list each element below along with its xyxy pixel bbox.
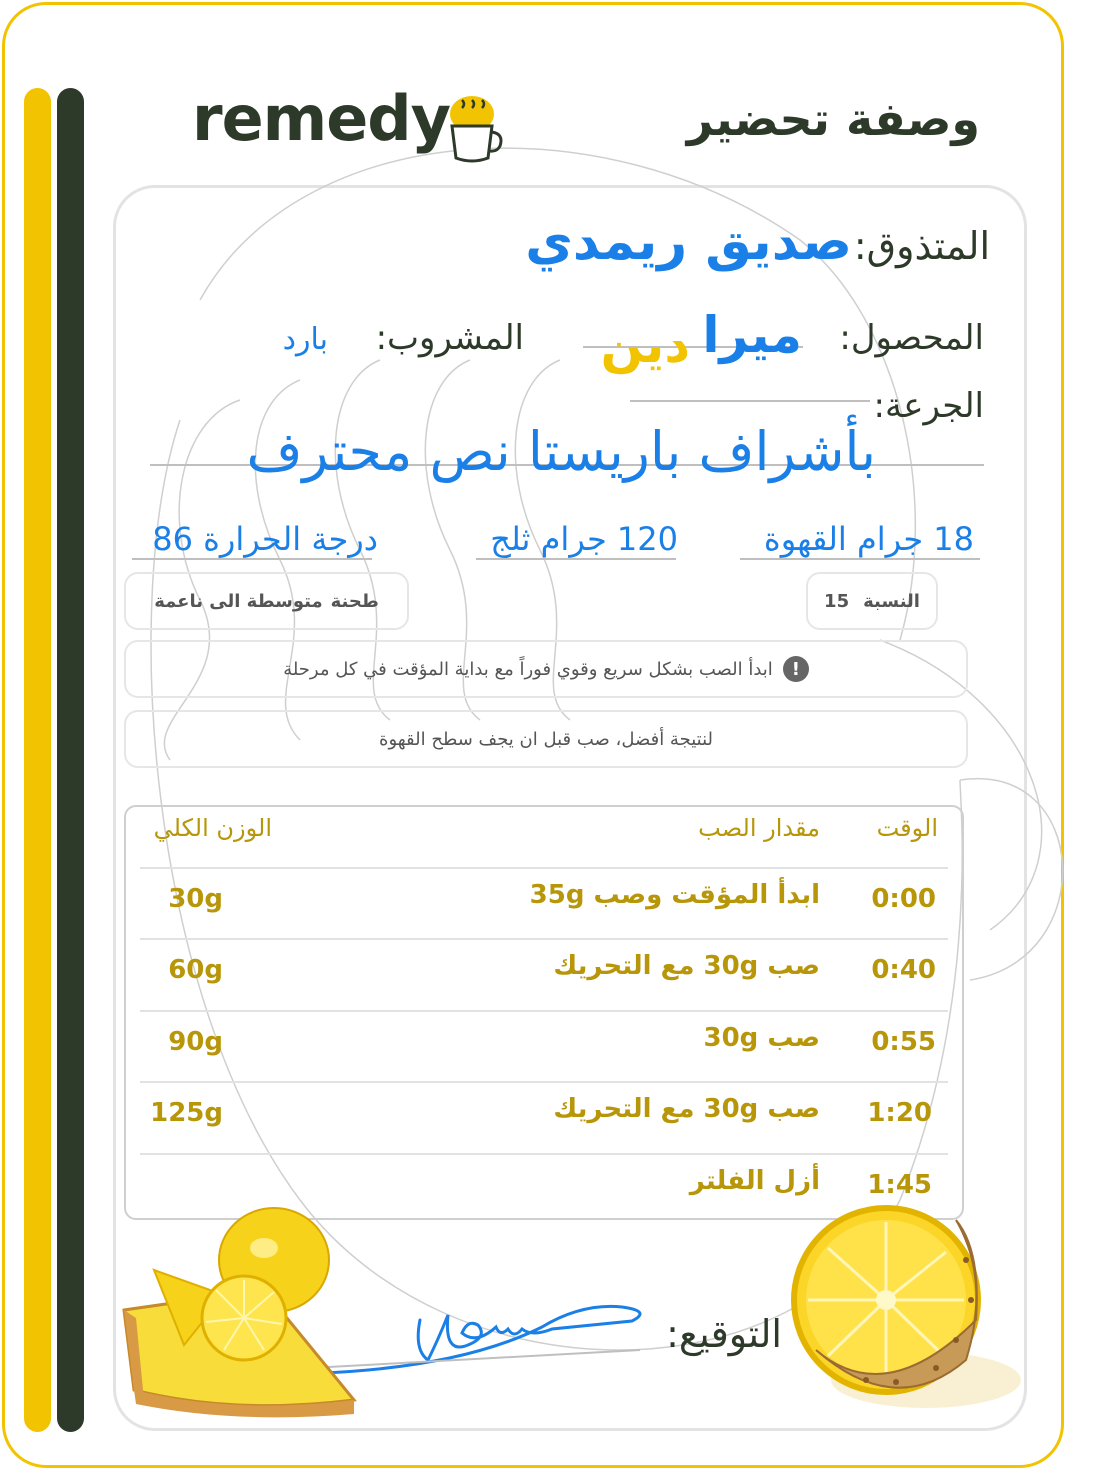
row-pour: صب 30g <box>703 1023 820 1053</box>
ratio-pill <box>806 572 938 630</box>
temp-underline <box>132 558 372 560</box>
crop-value-part2: دين <box>600 316 690 374</box>
crop-label: المحصول: <box>839 318 984 358</box>
ice-underline <box>476 558 676 560</box>
page-title: وصفة تحضير <box>686 92 980 146</box>
dark-side-bar <box>57 88 84 1432</box>
row-time: 1:20 <box>867 1098 932 1128</box>
grind-pill <box>124 572 409 630</box>
row-total: 30g <box>168 884 223 914</box>
lemon-half-illustration <box>776 1190 1026 1422</box>
row-pour: صب 30g مع التحريك <box>553 951 820 981</box>
temperature: درجة الحرارة 86 <box>152 520 378 558</box>
row-total: 125g <box>150 1098 223 1128</box>
ratio-label: النسبة <box>863 590 920 612</box>
lemon-tart-illustration <box>114 1200 364 1422</box>
ratio-value: 15 <box>824 590 850 612</box>
note-pour-tip <box>124 640 968 698</box>
row-pour: أزل الفلتر <box>689 1166 820 1196</box>
exclamation-icon: ! <box>783 656 809 682</box>
table-divider <box>140 867 948 869</box>
signature-label: التوقيع: <box>666 1312 782 1356</box>
brand-logo-text: remedy <box>192 82 451 155</box>
row-pour: صب 30g مع التحريك <box>553 1094 820 1124</box>
header-time: الوقت <box>876 814 938 842</box>
drink-value: بارد <box>282 322 328 357</box>
table-divider <box>140 1010 948 1012</box>
row-total: 90g <box>168 1027 223 1057</box>
drink-label: المشروب: <box>375 318 524 358</box>
coffee-cup-icon <box>442 92 508 166</box>
yellow-side-bar <box>24 88 51 1432</box>
row-time: 0:55 <box>871 1027 936 1057</box>
grind-label: طحنة <box>330 590 379 612</box>
row-time: 1:45 <box>867 1170 932 1200</box>
row-total: 60g <box>168 955 223 985</box>
grind-value: متوسطة الى ناعمة <box>154 590 323 612</box>
header-total: الوزن الكلي <box>153 814 272 842</box>
note-surface-text: لنتيجة أفضل، صب قبل ان يجف سطح القهوة <box>379 728 713 750</box>
table-divider <box>140 1081 948 1083</box>
dose-value: بأشراف باريستا نص محترف <box>246 420 876 483</box>
note-surface-tip <box>124 710 968 768</box>
row-time: 0:00 <box>871 884 936 914</box>
header-pour: مقدار الصب <box>698 814 820 842</box>
note-pour-text: ابدأ الصب بشكل سريع وقوي فوراً مع بداية المؤقت في كل مرحلة <box>283 658 773 680</box>
table-divider <box>140 938 948 940</box>
taster-label: المتذوق: <box>853 224 990 268</box>
row-time: 0:40 <box>871 955 936 985</box>
taster-value: صديق ريمدي <box>525 212 852 272</box>
dose-underline-1 <box>630 400 870 402</box>
crop-value-part1: ميرا <box>702 306 802 364</box>
ice-grams: 120 جرام ثلج <box>490 520 678 558</box>
table-divider <box>140 1153 948 1155</box>
coffee-grams: 18 جرام القهوة <box>763 520 974 558</box>
coffee-underline <box>740 558 980 560</box>
row-pour: ابدأ المؤقت وصب 35g <box>529 880 820 910</box>
dose-label: الجرعة: <box>873 386 984 426</box>
